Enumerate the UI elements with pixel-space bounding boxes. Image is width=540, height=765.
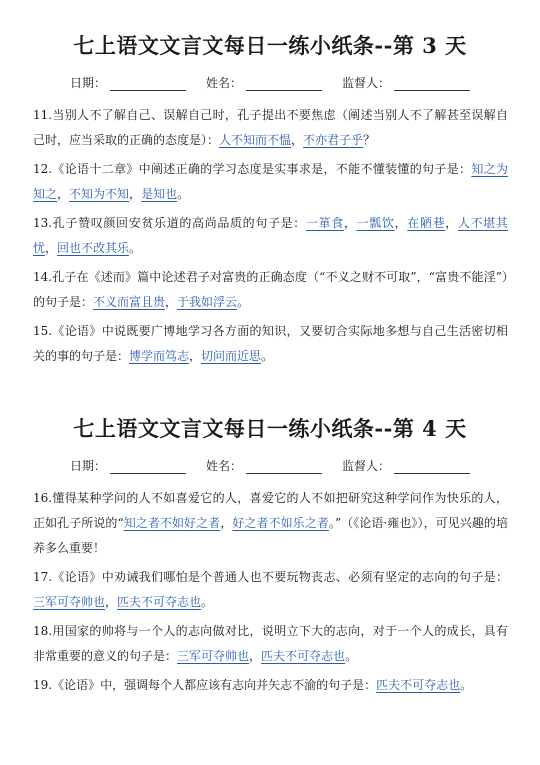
question-text: 用国家的帅将与一个人的志向做对比，说明立下大的志向，对于一个人的成长，具有非常重要的意义的句子是： [33, 624, 508, 663]
question-text: 孔子赞叹颜回安贫乐道的高尚品质的句子是： [52, 216, 306, 230]
answer: 博学而笃志 [129, 349, 190, 363]
punctuation: ， [165, 295, 178, 309]
answer: 不亦君子乎 [303, 133, 364, 147]
punctuation: ， [394, 216, 408, 230]
question-number: 16. [33, 491, 53, 505]
date-field [70, 457, 186, 474]
name-label: 姓名： [205, 76, 242, 90]
answer: 三军可夺帅也 [33, 595, 106, 609]
day-3-section [0, 30, 540, 369]
question-text-tail: 。”（《论语·雍也》），可见兴趣的培养多么重要！ [33, 516, 508, 555]
day-3-questions [0, 103, 540, 369]
answer: 回也不改其乐 [57, 241, 130, 255]
name-field [206, 457, 322, 474]
question-text: 《论语》中，强调每个人都应该有志向并矢志不渝的句子是： [52, 678, 377, 692]
day-4-questions [0, 486, 540, 698]
day-3-header-fields [0, 74, 540, 91]
question-text: 孔子在《述而》篇中论述君子对富贵的正确态度（“不义之财不可取”，“富贵不能淫”）的句子是： [33, 270, 508, 309]
answer: 知之为知之 [33, 162, 508, 201]
question-11 [33, 103, 508, 153]
answer: 不知为不知 [69, 187, 130, 201]
question-16 [33, 486, 508, 561]
question-13 [33, 211, 508, 261]
name-blank [246, 78, 322, 91]
question-text: 当别人不了解自己、误解自己时，孔子提出不要焦虑（阐述当别人不了解甚至误解自己时，应当采取的正确的态度是）： [33, 108, 508, 147]
answer: 匹夫不可夺志也 [376, 678, 461, 692]
answer: 一箪食 [305, 216, 344, 230]
day-4-header-fields [0, 457, 540, 474]
answer: 人不知而不愠 [219, 133, 292, 147]
name-field [206, 74, 322, 91]
question-14 [33, 265, 508, 315]
answer: 一瓢饮 [356, 216, 395, 230]
answer: 好之者不如乐之者 [232, 516, 329, 530]
punctuation: 。 [129, 241, 142, 255]
date-blank [110, 461, 186, 474]
day-3-title: 七上语文文言文每日一练小纸条--第 3 天 [73, 33, 467, 58]
punctuation: 。 [237, 295, 250, 309]
question-18 [33, 619, 508, 669]
punctuation: 。 [460, 678, 473, 692]
answer: 在陋巷 [407, 216, 446, 230]
date-label: 日期： [69, 76, 106, 90]
date-blank [110, 78, 186, 91]
question-text: 《论语十二章》中阐述正确的学习态度是实事求是，不能不懂装懂的句子是： [52, 162, 472, 176]
punctuation: ， [249, 649, 262, 663]
supervisor-label: 监督人： [342, 76, 391, 90]
punctuation: ， [291, 133, 304, 147]
punctuation: ， [445, 216, 458, 230]
punctuation: ？ [363, 133, 376, 147]
answer: 人不堪其忧 [33, 216, 508, 255]
date-field [70, 74, 186, 91]
question-number: 19. [33, 678, 53, 692]
day-4-section [0, 413, 540, 698]
question-15 [33, 319, 508, 369]
punctuation: 。 [261, 349, 274, 363]
punctuation: 。 [201, 595, 214, 609]
question-text: 《论语》中说既要广博地学习各方面的知识，又要切合实际地多想与自己生活密切相关的事的句子是： [33, 324, 508, 363]
question-number: 11. [33, 108, 53, 122]
punctuation: ， [105, 595, 118, 609]
question-17 [33, 565, 508, 615]
question-text: 《论语》中劝诫我们哪怕是个普通人也不要玩物丧志、必须有坚定的志向的句子是： [52, 570, 508, 584]
question-12 [33, 157, 508, 207]
punctuation: ， [220, 516, 233, 530]
question-19 [33, 673, 508, 698]
answer: 知之者不如好之者 [123, 516, 221, 530]
punctuation: 。 [177, 187, 190, 201]
supervisor-blank [394, 78, 470, 91]
question-number: 14. [33, 270, 53, 284]
question-number: 15. [33, 324, 53, 338]
answer: 三军可夺帅也 [177, 649, 250, 663]
question-number: 17. [33, 570, 53, 584]
question-number: 12. [33, 162, 53, 176]
answer: 匹夫不可夺志也 [117, 595, 202, 609]
punctuation: ， [189, 349, 202, 363]
answer: 切问而近思 [201, 349, 262, 363]
supervisor-label: 监督人： [342, 459, 391, 473]
day-4-title: 七上语文文言文每日一练小纸条--第 4 天 [73, 416, 467, 441]
answer: 匹夫不可夺志也 [261, 649, 346, 663]
punctuation: 。 [345, 649, 358, 663]
punctuation: ， [129, 187, 142, 201]
answer: 是知也 [141, 187, 178, 201]
supervisor-field [342, 457, 470, 474]
question-number: 13. [33, 216, 53, 230]
punctuation: ， [57, 187, 70, 201]
supervisor-field [342, 74, 470, 91]
question-number: 18. [33, 624, 53, 638]
answer: 于我如浮云 [177, 295, 238, 309]
answer: 不义而富且贵 [93, 295, 166, 309]
date-label: 日期： [69, 459, 106, 473]
supervisor-blank [394, 461, 470, 474]
name-label: 姓名： [205, 459, 242, 473]
name-blank [246, 461, 322, 474]
question-text: 懂得某种学问的人不如喜爱它的人，喜爱它的人不如把研究这种学问作为快乐的人，正如孔子所说的“ [33, 491, 508, 530]
punctuation: ， [45, 241, 58, 255]
punctuation: ， [343, 216, 357, 230]
